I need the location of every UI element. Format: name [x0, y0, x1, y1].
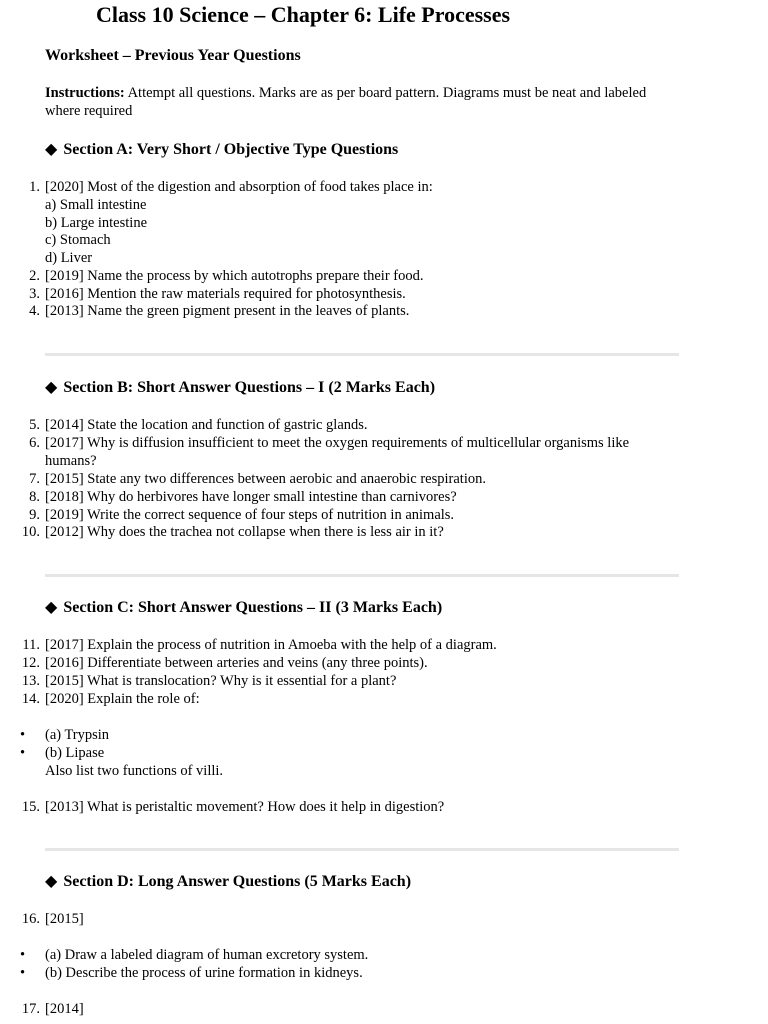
question-number: 6.: [29, 435, 40, 451]
question-number: 13.: [21, 673, 40, 689]
question-number: 5.: [29, 417, 40, 433]
section-divider: [45, 574, 679, 577]
question-text: [2020] Explain the role of:: [45, 691, 200, 707]
option-a: a) Small intestine: [45, 197, 147, 213]
question-text: [2016] Differentiate between arteries and veins (any three points).: [45, 655, 428, 671]
bullet-text: (b) Lipase: [45, 745, 105, 761]
section-divider: [45, 353, 679, 356]
option-c: c) Stomach: [45, 232, 111, 248]
question-number: 11.: [22, 637, 40, 653]
section-a-heading: [45, 140, 398, 160]
bullet-icon: •: [20, 965, 26, 981]
question-number: 10.: [21, 524, 40, 540]
diamond-icon: ◆: [45, 873, 58, 890]
bullet-icon: •: [20, 745, 26, 761]
instructions-text: Attempt all questions. Marks are as per board pattern. Diagrams must be neat and labeled where required: [45, 85, 647, 119]
section-divider: [45, 848, 679, 851]
bullet-icon: •: [20, 947, 26, 963]
instructions-label: Instructions:: [45, 85, 125, 101]
question-text: [2019] Name the process by which autotrophs prepare their food.: [45, 268, 424, 284]
question-text: [2015] State any two differences between aerobic and anaerobic respiration.: [45, 471, 486, 487]
section-b-heading: [45, 378, 435, 398]
question-number: 4.: [29, 303, 40, 319]
question-number: 14.: [21, 691, 40, 707]
question-text: [2017] Why is diffusion insufficient to meet the oxygen requirements of multicellular organisms like humans?: [45, 435, 630, 469]
question-text: [2015]: [45, 911, 84, 927]
question-number: 3.: [29, 286, 40, 302]
section-a-title: Section A: Very Short / Objective Type Questions: [63, 141, 399, 158]
question-text: [2013] Name the green pigment present in the leaves of plants.: [45, 303, 410, 319]
section-c-heading: [45, 598, 442, 618]
question-text: [2019] Write the correct sequence of four steps of nutrition in animals.: [45, 507, 455, 523]
diamond-icon: ◆: [45, 599, 58, 616]
question-number: 15.: [21, 799, 40, 815]
worksheet-subtitle: Worksheet – Previous Year Questions: [45, 47, 301, 64]
question-text: [2015] What is translocation? Why is it essential for a plant?: [45, 673, 397, 689]
question-number: 12.: [21, 655, 40, 671]
question-text: [2014] State the location and function of gastric glands.: [45, 417, 368, 433]
bullet-text: (b) Describe the process of urine formation in kidneys.: [45, 965, 363, 981]
question-text: [2016] Mention the raw materials required for photosynthesis.: [45, 286, 406, 302]
question-number: 1.: [29, 179, 40, 195]
question-14-extra: Also list two functions of villi.: [45, 763, 224, 779]
question-number: 9.: [29, 507, 40, 523]
question-text: [2012] Why does the trachea not collapse when there is less air in it?: [45, 524, 444, 540]
question-number: 2.: [29, 268, 40, 284]
option-d: d) Liver: [45, 250, 93, 266]
diamond-icon: ◆: [45, 141, 58, 158]
question-text: [2013] What is peristaltic movement? How does it help in digestion?: [45, 799, 445, 815]
bullet-text: (a) Trypsin: [45, 727, 110, 743]
diamond-icon: ◆: [45, 379, 58, 396]
question-number: 8.: [29, 489, 40, 505]
section-d-heading: [45, 872, 411, 892]
section-b-title: Section B: Short Answer Questions – I (2 Marks Each): [63, 379, 436, 396]
bullet-text: (a) Draw a labeled diagram of human excretory system.: [45, 947, 369, 963]
question-text: [2017] Explain the process of nutrition in Amoeba with the help of a diagram.: [45, 637, 497, 653]
section-d-title: Section D: Long Answer Questions (5 Marks Each): [63, 873, 412, 890]
question-number: 17.: [21, 1001, 40, 1017]
page-title: Class 10 Science – Chapter 6: Life Processes: [96, 2, 511, 27]
question-text: [2020] Most of the digestion and absorption of food takes place in:: [45, 179, 433, 195]
bullet-icon: •: [20, 727, 26, 743]
option-b: b) Large intestine: [45, 215, 148, 231]
question-number: 7.: [29, 471, 40, 487]
section-c-title: Section C: Short Answer Questions – II (3 Marks Each): [63, 599, 443, 616]
question-number: 16.: [21, 911, 40, 927]
question-text: [2014]: [45, 1001, 84, 1017]
instructions: [45, 84, 685, 120]
question-text: [2018] Why do herbivores have longer small intestine than carnivores?: [45, 489, 457, 505]
